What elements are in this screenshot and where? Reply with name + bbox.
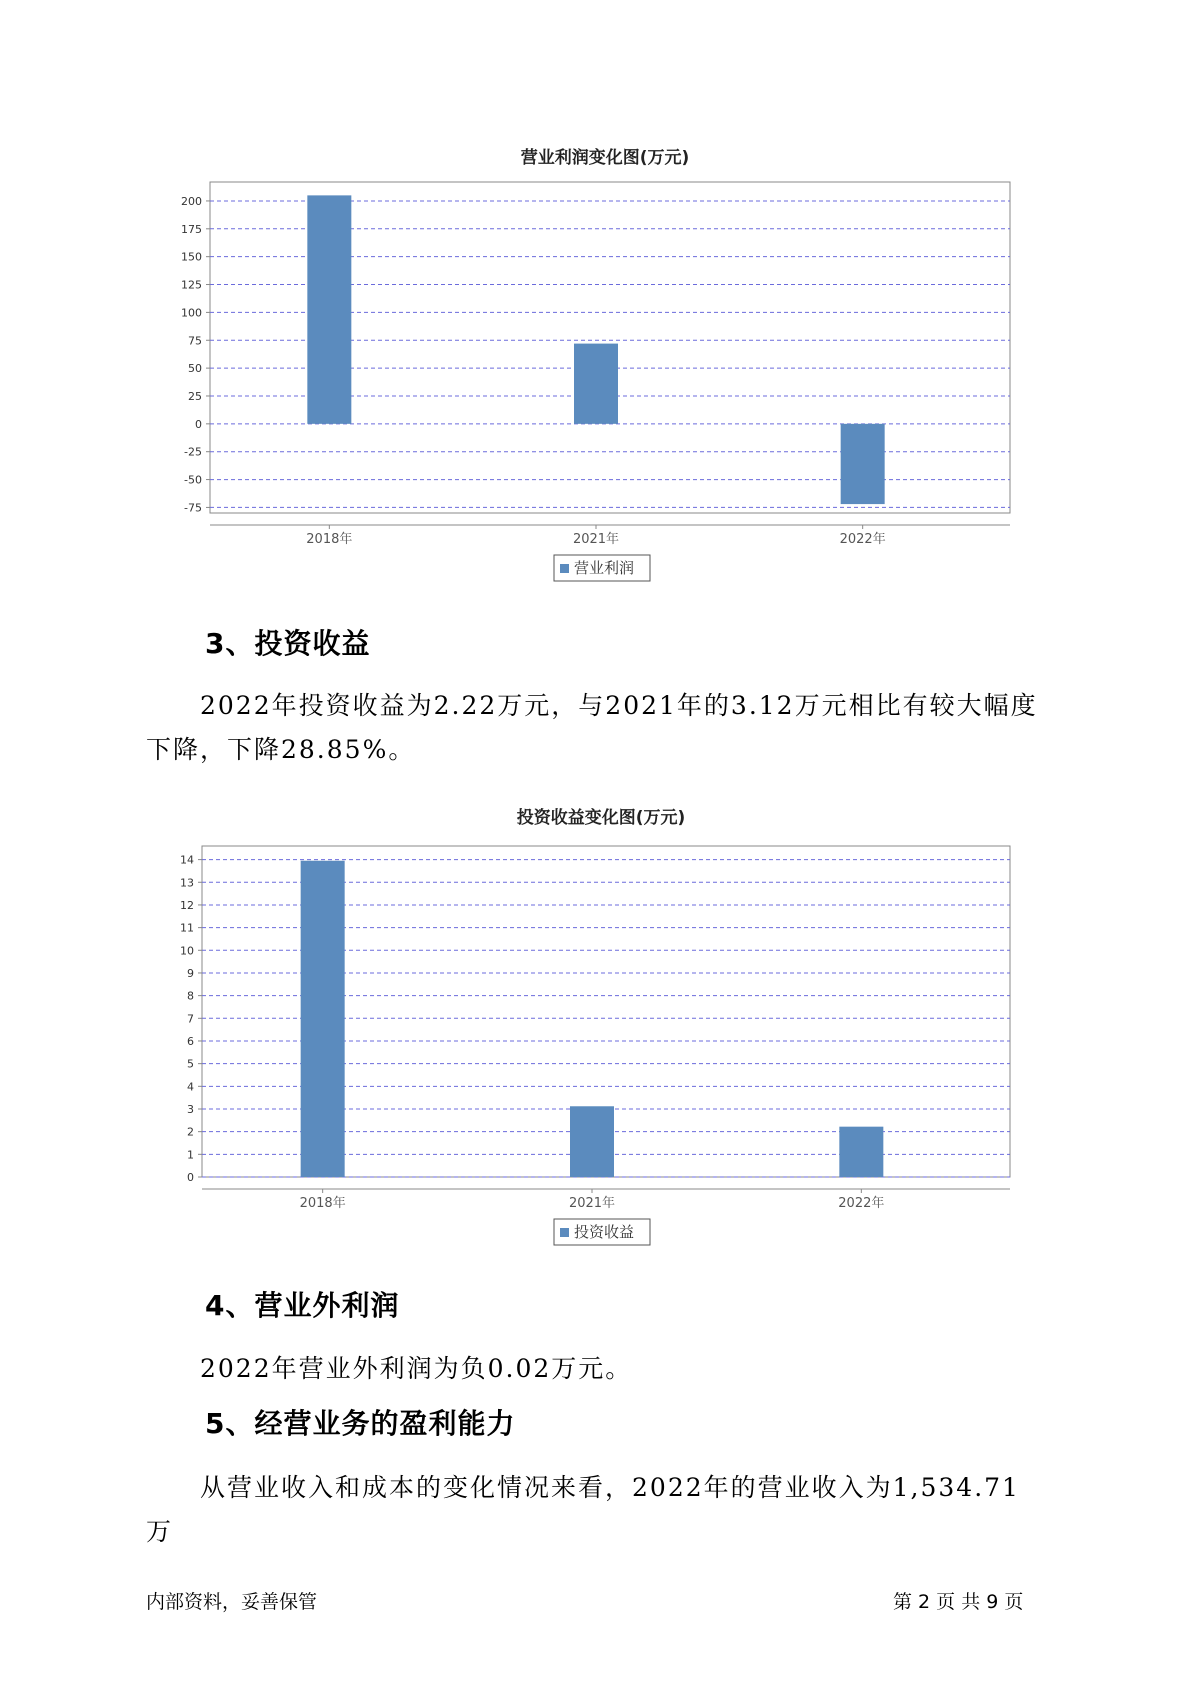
y-tick-label: 11 [180,921,194,935]
y-tick-label: 9 [187,966,194,980]
x-tick-label: 2018年 [306,532,353,547]
y-tick-label: 2 [187,1125,194,1139]
investment-income-chart-svg [0,790,1191,1260]
x-tick-label: 2022年 [839,532,886,547]
legend-label: 投资收益 [574,1223,635,1241]
section-text-profitability [146,1466,1046,1554]
y-tick-label: 150 [181,250,202,264]
bar-2018年 [307,195,351,423]
bar-2022年 [841,424,885,504]
section-text-investment-income [146,684,1046,772]
y-tick-label: -25 [184,445,202,459]
footer-page-number: 第 2 页 共 9 页 [893,1591,1024,1613]
y-tick-label: 50 [188,362,202,376]
y-tick-label: 25 [188,389,202,403]
y-tick-label: 8 [187,989,194,1003]
section-heading-non-operating-profit: 4、营业外利润 [205,1289,400,1322]
y-tick-label: 125 [181,278,202,292]
investment-income-chart [0,790,1191,1260]
legend-swatch [560,564,569,573]
operating-profit-chart-svg [0,130,1191,600]
legend-label: 营业利润 [574,559,635,577]
bar-2021年 [570,1106,614,1177]
footer-confidential-note: 内部资料，妥善保管 [146,1591,318,1613]
x-tick-label: 2021年 [568,1196,616,1211]
operating-profit-chart [0,130,1191,600]
y-tick-label: 7 [187,1012,194,1026]
x-tick-label: 2022年 [838,1196,885,1211]
investment-income-text: 2022年投资收益为2.22万元，与2021年的3.12万元相比有较大幅度下降，下降28.85%。 [146,691,1038,764]
y-tick-label: 3 [187,1102,194,1116]
y-tick-label: -50 [184,473,202,487]
bar-2021年 [574,344,618,424]
y-tick-label: 0 [195,417,202,431]
y-tick-label: 0 [187,1171,194,1184]
section-heading-profitability: 5、经营业务的盈利能力 [205,1407,516,1440]
section-heading-investment-income: 3、投资收益 [205,627,371,660]
y-tick-label: 4 [187,1080,194,1094]
y-tick-label: 12 [180,898,194,912]
y-tick-label: 1 [187,1148,194,1162]
y-tick-label: 200 [181,194,202,208]
y-tick-label: 175 [181,222,202,236]
y-tick-label: 14 [180,853,194,867]
y-tick-label: 5 [187,1057,194,1071]
non-operating-profit-text: 2022年营业外利润为负0.02万元。 [200,1354,633,1383]
bar-2022年 [839,1127,883,1177]
legend-swatch [560,1228,569,1237]
profitability-text: 从营业收入和成本的变化情况来看，2022年的营业收入为1,534.71万 [146,1473,1020,1546]
y-tick-label: 75 [188,334,202,348]
y-tick-label: 10 [180,944,194,958]
y-tick-label: 100 [181,306,202,320]
y-tick-label: -75 [184,501,202,515]
section-text-non-operating-profit [146,1347,1046,1391]
x-tick-label: 2021年 [572,532,620,547]
y-tick-label: 6 [187,1034,194,1048]
chart-title: 营业利润变化图(万元) [520,148,690,168]
bar-2018年 [301,861,345,1177]
y-tick-label: 13 [180,876,194,890]
chart-title: 投资收益变化图(万元) [516,808,686,828]
x-tick-label: 2018年 [299,1196,346,1211]
